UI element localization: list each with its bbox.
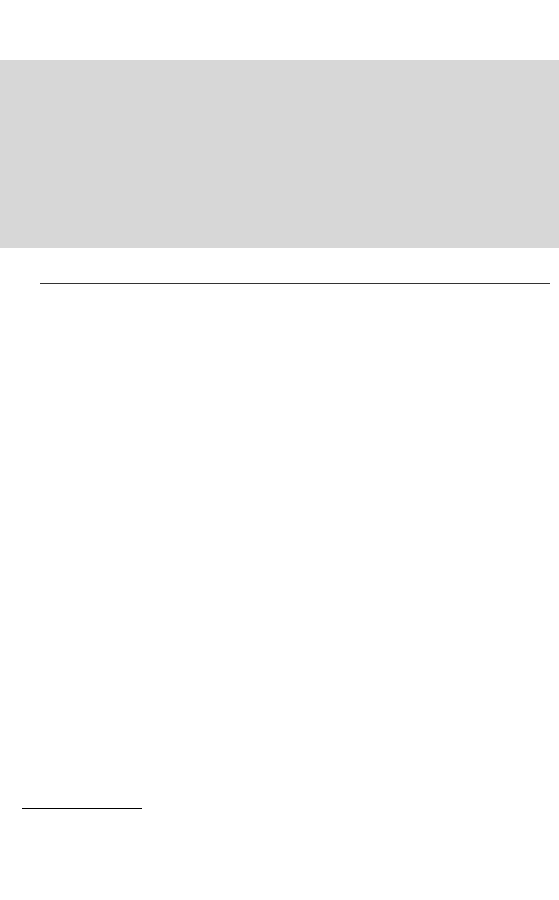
masthead xyxy=(0,60,559,248)
footer xyxy=(0,807,559,867)
divider-rule xyxy=(40,283,550,284)
